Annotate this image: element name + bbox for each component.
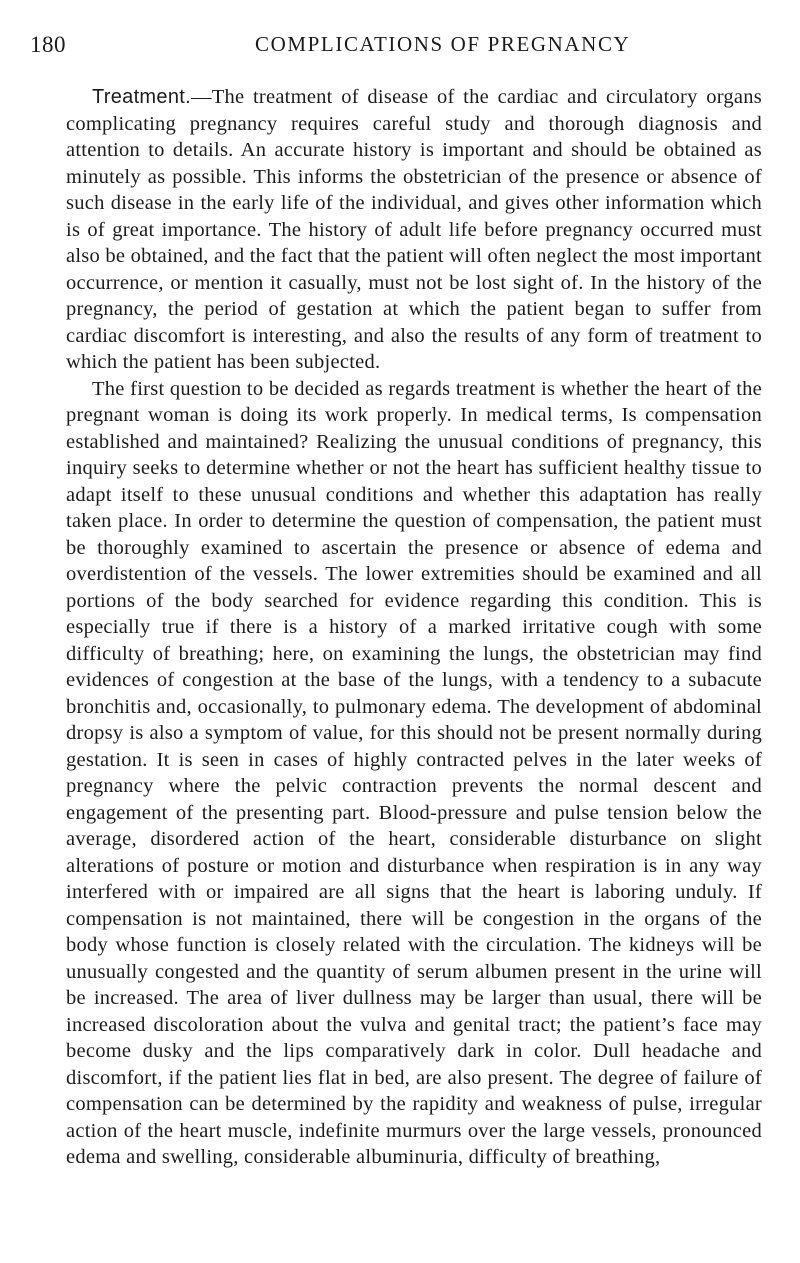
page-header — [30, 32, 760, 62]
paragraph-text: The first question to be decided as regards treatment is whether the heart of the pregnant woman is doing its work properly. In medical terms, Is compensation established and maintained? Realizing the unusual conditions of pregnancy, this inquiry seeks to determine whether or not the heart has sufficient healthy tissue to adapt itself to these unusual conditions and whether this adaptation has really taken place. In order to determine the question of compensation, the patient must be thoroughly examined to ascertain the presence or absence of edema and overdistention of the vessels. The lower extremities should be examined and all portions of the body searched for evidence regarding this condition. This is especially true if there is a history of a marked irritative cough with some difficulty of breathing; here, on examining the lungs, the obstetrician may find evidences of congestion at the base of the lungs, with a tendency to a subacute bronchitis and, occasionally, to pulmonary edema. The development of abdominal dropsy is also a symptom of value, for this should not be present normally during gestation. It is seen in cases of highly contracted pelves in the later weeks of pregnancy where the pelvic contraction prevents the normal descent and engagement of the presenting part. Blood-pressure and pulse tension below the average, disordered action of the heart, considerable disturbance on slight alterations of posture or motion and disturbance when respiration is in any way interfered with or impaired are all signs that the heart is laboring unduly. If compensation is not maintained, there will be congestion in the organs of the body whose function is closely related with the circulation. The kidneys will be unusually congested and the quantity of serum albumen present in the urine will be increased. The area of liver dullness may be larger than usual, there will be increased discoloration about the vulva and genital tract; the patient’s face may become dusky and the lips comparatively dark in color. Dull headache and discomfort, if the patient lies flat in bed, are also present. The degree of failure of compensation can be determined by the rapidity and weakness of pulse, irregular action of the heart muscle, indefinite murmurs over the large vessels, pronounced edema and swelling, considerable albuminuria, difficulty of breathing, — [66, 377, 762, 1168]
paragraph-treatment — [66, 84, 762, 376]
paragraph-text: —The treatment of disease of the cardiac and circulatory organs complicating pregnancy requires careful study and thorough diagnosis and attention to details. An accurate history is important and should be obtained as minutely as possible. This informs the obstetrician of the presence or absence of such disease in the early life of the individual, and gives other information which is of great importance. The history of adult life before pregnancy occurred must also be obtained, and the fact that the patient will often neglect the most important occurrence, or mention it casually, must not be lost sight of. In the history of the pregnancy, the period of gestation at which the patient began to suffer from cardiac discomfort is interesting, and also the results of any form of treatment to which the patient has been subjected. — [66, 86, 762, 373]
paragraph-compensation — [66, 376, 762, 1171]
section-heading-treatment: Treatment. — [92, 86, 191, 108]
page-number: 180 — [30, 32, 66, 57]
running-head: COMPLICATIONS OF PREGNANCY — [255, 32, 631, 56]
body-text — [66, 84, 762, 1171]
